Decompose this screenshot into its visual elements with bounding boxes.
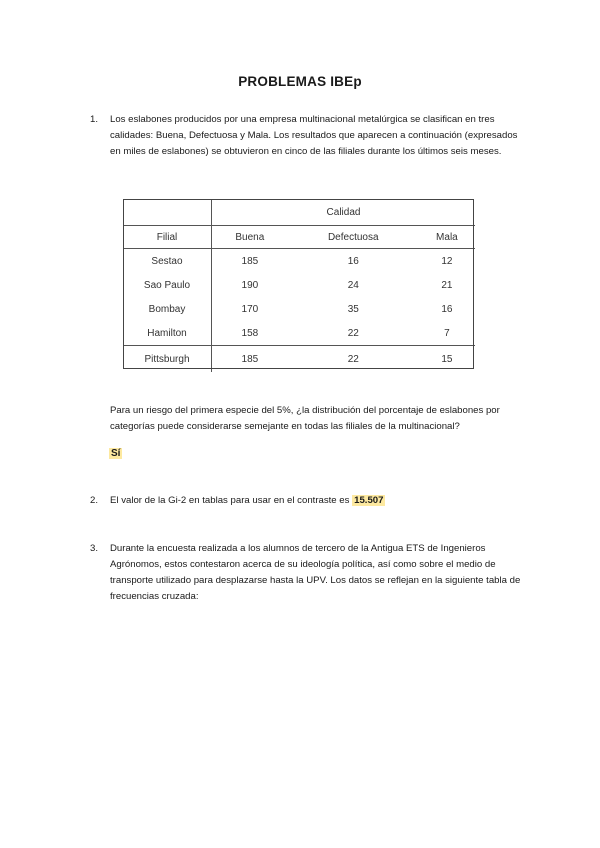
question-2-line bbox=[110, 493, 530, 509]
table-cell: Hamilton bbox=[123, 321, 212, 346]
table-cell: Sao Paulo bbox=[123, 273, 212, 297]
data-table bbox=[123, 199, 475, 372]
table-cell: Sestao bbox=[123, 249, 212, 274]
question-2-number: 2. bbox=[90, 495, 99, 506]
question-3-text: Durante la encuesta realizada a los alumnos de tercero de la Antigua ETS de Ingenieros Agrónomos, estos contestaron acerca de su ideología política, así como sobre el medio de transporte utilizado para desplazarse hasta la UPV. Los datos se reflejan en la siguiente tabla de frecuencias cruzada: bbox=[110, 543, 521, 602]
column-header-defectuosa: Defectuosa bbox=[288, 226, 419, 249]
column-header-buena: Buena bbox=[212, 226, 288, 249]
table-cell: 15 bbox=[419, 346, 475, 373]
question-1 bbox=[90, 112, 530, 160]
answer-highlight: Sí bbox=[111, 448, 121, 459]
question-1-prompt: Para un riesgo del primera especie del 5%, ¿la distribución del porcentaje de eslabones por categorías puede considerarse semejante en todas las filiales de la multinacional? bbox=[110, 405, 500, 432]
question-2 bbox=[90, 493, 530, 509]
table-cell: 170 bbox=[241, 303, 259, 315]
table-row bbox=[123, 346, 475, 373]
question-1-number: 1. bbox=[90, 114, 99, 125]
table-cell: Bombay bbox=[123, 297, 212, 321]
question-1-answer bbox=[109, 448, 122, 459]
table-row bbox=[123, 297, 475, 321]
table-cell: 158 bbox=[241, 327, 259, 339]
question-2-value: 15.507 bbox=[354, 495, 384, 506]
table-cell: 7 bbox=[444, 327, 450, 339]
table-cell: 16 bbox=[347, 255, 359, 267]
table-cell: 24 bbox=[347, 279, 359, 291]
table-cell: 12 bbox=[441, 255, 453, 267]
table-row bbox=[123, 249, 475, 274]
table-cell: 22 bbox=[288, 346, 419, 373]
question-3 bbox=[90, 541, 530, 605]
column-header-filial: Filial bbox=[123, 226, 212, 249]
page-title: PROBLEMAS IBEp bbox=[238, 74, 362, 89]
table-cell: 185 bbox=[212, 346, 288, 373]
table-cell: 21 bbox=[441, 279, 453, 291]
table-cell: 35 bbox=[347, 303, 359, 315]
question-1-text: Los eslabones producidos por una empresa multinacional metalúrgica se clasifican en tres calidades: Buena, Defectuosa y Mala. Los resultados que aparecen a continuación (expresados en miles de eslabones) se obtuvieron en cinco de las filiales durante los últimos seis meses. bbox=[110, 114, 518, 157]
table-corner-cell bbox=[123, 199, 212, 226]
column-header-mala: Mala bbox=[419, 226, 475, 249]
table-group-header: Calidad bbox=[212, 199, 476, 226]
table-row bbox=[123, 321, 475, 346]
table-row bbox=[123, 273, 475, 297]
table-cell: 16 bbox=[441, 303, 453, 315]
question-2-text: El valor de la Gi-2 en tablas para usar en el contraste es bbox=[110, 495, 350, 506]
table-cell: 22 bbox=[347, 327, 359, 339]
table-cell: Pittsburgh bbox=[123, 346, 212, 373]
table-cell: 185 bbox=[241, 255, 259, 267]
question-3-number: 3. bbox=[90, 543, 99, 554]
table-cell: 190 bbox=[241, 279, 259, 291]
